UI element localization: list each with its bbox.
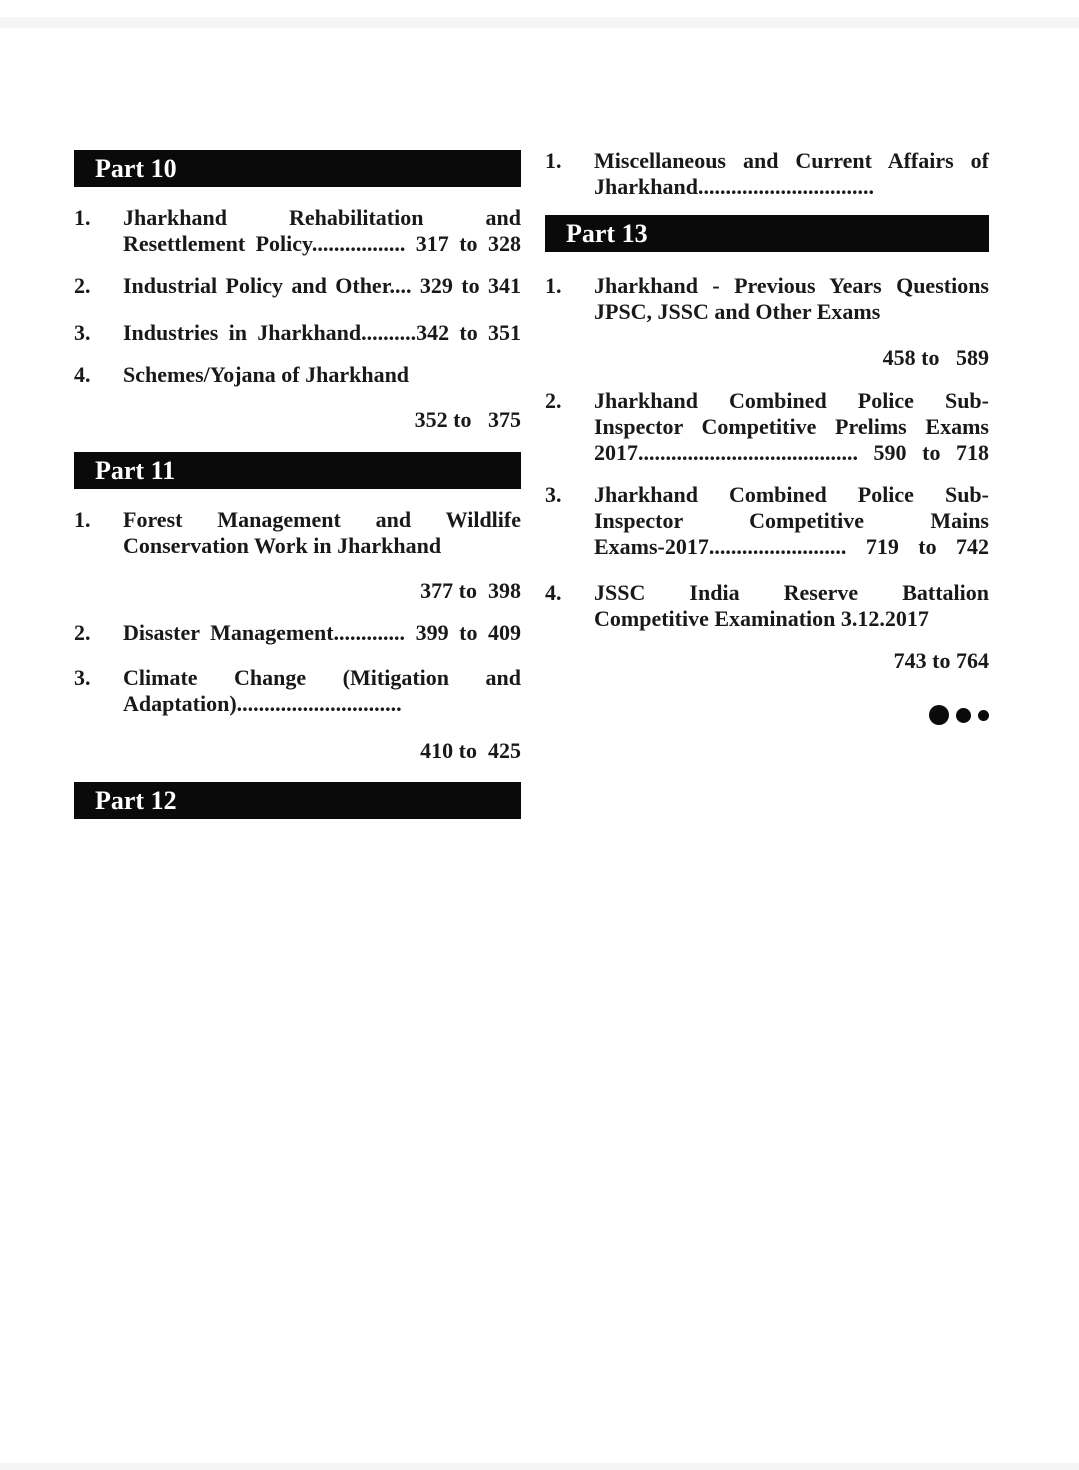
toc-entry <box>74 320 521 346</box>
entry-line: Adaptation).............................. <box>123 691 402 716</box>
bottom-edge-strip <box>0 1463 1079 1470</box>
entry-line: JPSC, JSSC and Other Exams <box>594 299 881 324</box>
entry-number: 3. <box>74 665 91 690</box>
page-range: 743 to 764 <box>893 648 989 673</box>
entry-line: 2017........................................ 590 to 718 <box>594 440 989 465</box>
toc-entry <box>545 580 989 632</box>
part-11-header-label: Part 11 <box>95 456 176 485</box>
toc-left-column <box>74 150 521 819</box>
entry-number: 4. <box>545 580 562 605</box>
page-range: 458 to 589 <box>882 345 989 370</box>
page-range: 410 to 425 <box>420 738 521 763</box>
part-13-header-label: Part 13 <box>566 219 648 248</box>
part-12-header-label: Part 12 <box>95 786 177 815</box>
entry-number: 2. <box>545 388 562 413</box>
entry-number: 1. <box>74 205 91 230</box>
toc-entry <box>545 388 989 466</box>
toc-entry <box>74 620 521 646</box>
entry-line: Conservation Work in Jharkhand <box>123 533 442 558</box>
page-range: 377 to 398 <box>420 578 521 603</box>
ellipsis-dot-medium-icon <box>956 708 971 723</box>
entry-line: Forest Management and Wildlife <box>123 507 521 532</box>
entry-line: Jharkhand Rehabilitation and <box>123 205 521 230</box>
entry-line: Inspector Competitive Prelims Exams <box>594 414 989 439</box>
entry-line: JSSC India Reserve Battalion <box>594 580 989 605</box>
entry-number: 3. <box>545 482 562 507</box>
part-10-header-label: Part 10 <box>95 154 177 183</box>
entry-line: Industrial Policy and Other.... 329 to 341 <box>123 273 521 298</box>
entry-number: 4. <box>74 362 91 387</box>
entry-number: 1. <box>545 148 562 173</box>
entry-line: Resettlement Policy................. 317 to 328 <box>123 231 521 256</box>
entry-line: Jharkhand Combined Police Sub- <box>594 388 989 413</box>
toc-entry <box>545 273 989 325</box>
toc-entry <box>74 665 521 717</box>
entry-number: 2. <box>74 620 91 645</box>
ellipsis-dot-small-icon <box>978 710 989 721</box>
toc-entry <box>74 507 521 559</box>
part-11-header <box>74 452 521 489</box>
part-13-header <box>545 215 989 252</box>
entry-line: Jharkhand - Previous Years Questions <box>594 273 989 298</box>
entry-line: Industries in Jharkhand..........342 to 351 <box>123 320 521 345</box>
top-edge-strip <box>0 17 1079 28</box>
entry-line: Jharkhand Combined Police Sub- <box>594 482 989 507</box>
entry-number: 3. <box>74 320 91 345</box>
toc-entry <box>545 482 989 560</box>
toc-entry <box>74 205 521 257</box>
toc-right-column <box>545 148 989 725</box>
entry-line: Miscellaneous and Current Affairs of <box>594 148 989 173</box>
toc-entry <box>74 362 521 388</box>
entry-line: Schemes/Yojana of Jharkhand <box>123 362 410 387</box>
part-12-header <box>74 782 521 819</box>
entry-line: Inspector Competitive Mains <box>594 508 989 533</box>
entry-number: 1. <box>545 273 562 298</box>
part-10-header <box>74 150 521 187</box>
ellipsis-dot-large-icon <box>929 705 949 725</box>
entry-line: Jharkhand................................ <box>594 174 874 199</box>
entry-line: Competitive Examination 3.12.2017 <box>594 606 929 631</box>
entry-number: 1. <box>74 507 91 532</box>
end-ornament <box>545 705 989 725</box>
entry-number: 2. <box>74 273 91 298</box>
entry-line: Exams-2017......................... 719 to 742 <box>594 534 989 559</box>
toc-entry <box>545 148 989 200</box>
entry-line: Disaster Management............. 399 to 409 <box>123 620 521 645</box>
page-range: 352 to 375 <box>414 407 521 432</box>
entry-line: Climate Change (Mitigation and <box>123 665 521 690</box>
toc-entry <box>74 273 521 299</box>
